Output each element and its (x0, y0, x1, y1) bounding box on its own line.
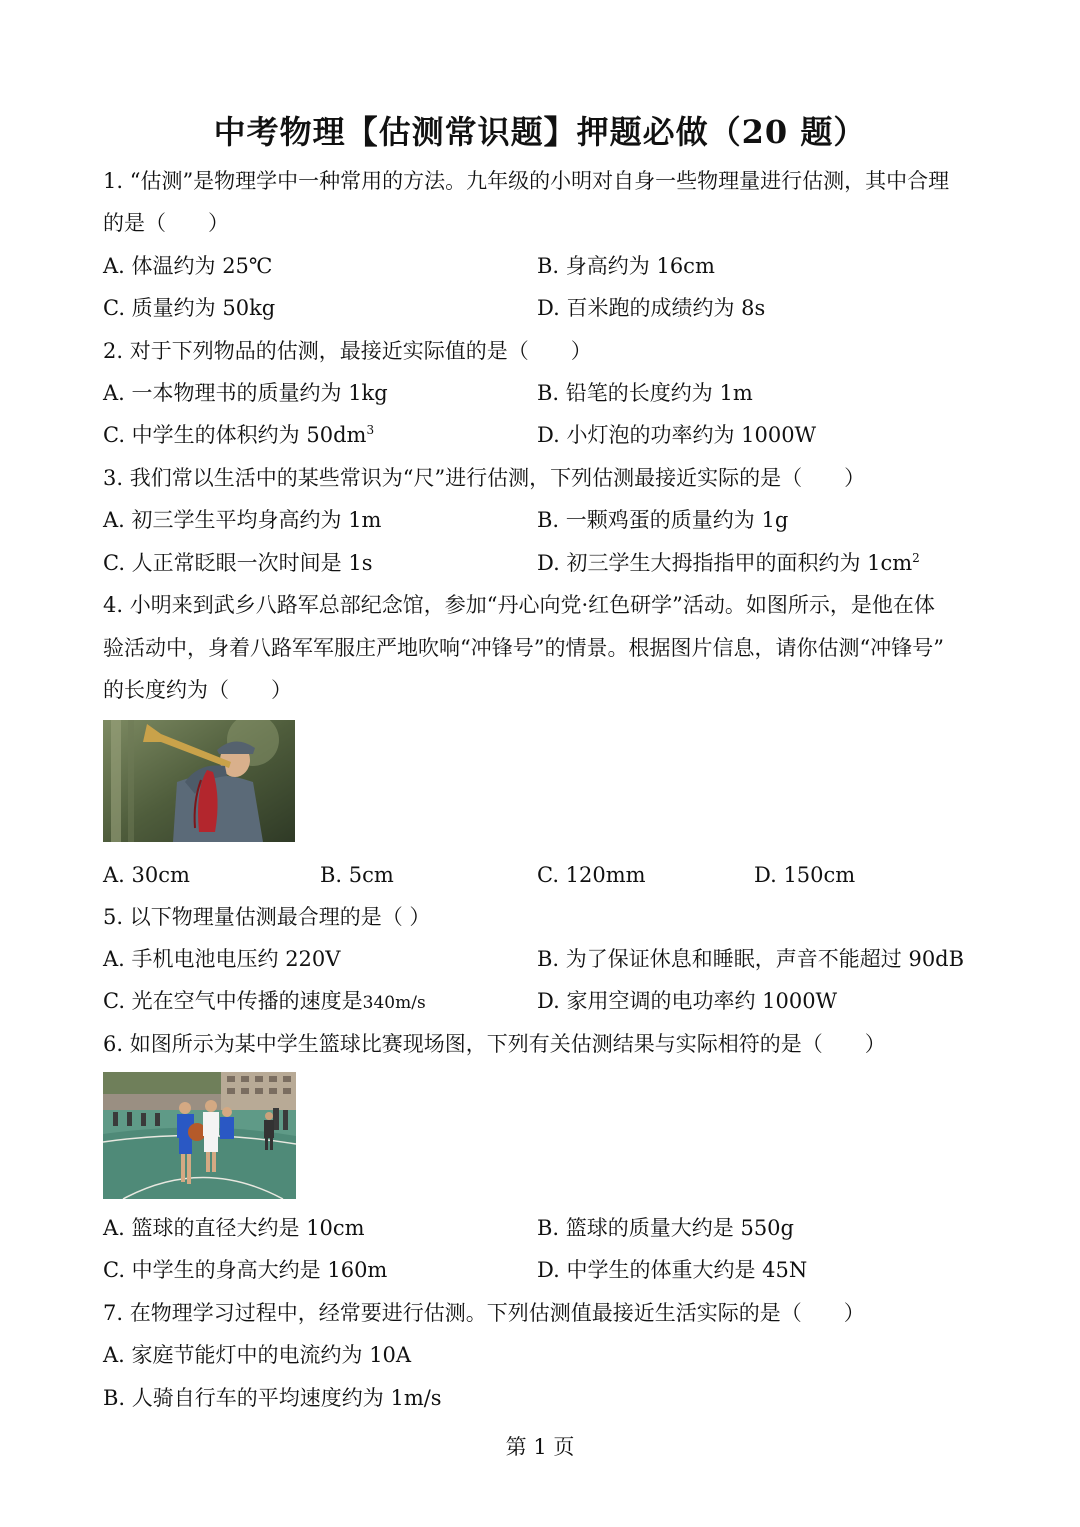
question-4-option-c: C. 120mm (537, 863, 646, 887)
question-7-option-a: A. 家庭节能灯中的电流约为 10A (103, 1343, 412, 1367)
question-1-options-row-2 (103, 287, 983, 329)
question-4-option-b: B. 5cm (320, 863, 394, 887)
question-6-option-d: D. 中学生的体重大约是 45N (537, 1258, 808, 1282)
question-4-stem-line-3: 的长度约为（ ） (103, 678, 292, 702)
question-5-option-b: B. 为了保证休息和睡眠，声音不能超过 90dB (537, 947, 965, 971)
question-1-option-a: A. 体温约为 25℃ (103, 254, 273, 278)
question-5-options-row-1 (103, 938, 983, 980)
question-4-stem-line-1: 4. 小明来到武乡八路军总部纪念馆，参加“丹心向党·红色研学”活动。如图所示，是他在体 (103, 593, 935, 617)
question-2-option-d: D. 小灯泡的功率约为 1000W (537, 423, 817, 447)
question-2-stem: 2. 对于下列物品的估测，最接近实际值的是（ ） (103, 339, 592, 363)
question-6-options-row-1 (103, 1207, 983, 1249)
question-3-option-c: C. 人正常眨眼一次时间是 1s (103, 551, 373, 575)
question-1-options-row-1 (103, 245, 983, 287)
basketball-game-photo (103, 1072, 296, 1199)
question-1-stem-line-2: 的是（ ） (103, 211, 229, 235)
basketball-game-illustration (103, 1072, 296, 1199)
question-6-options-row-2 (103, 1249, 983, 1291)
question-4-stem-line-2: 验活动中，身着八路军军服庄严地吹响“冲锋号”的情景。根据图片信息，请你估测“冲锋号” (103, 636, 944, 660)
question-2-option-c-exponent: 3 (366, 423, 375, 437)
question-7-option-b: B. 人骑自行车的平均速度约为 1m/s (103, 1386, 442, 1410)
question-5-stem: 5. 以下物理量估测最合理的是（ ） (103, 905, 431, 929)
question-6-option-c: C. 中学生的身高大约是 160m (103, 1258, 388, 1282)
question-3-option-a: A. 初三学生平均身高约为 1m (103, 508, 382, 532)
question-5-option-d: D. 家用空调的电功率约 1000W (537, 989, 838, 1013)
page-title: 中考物理【估测常识题】押题必做（20 题） (213, 113, 867, 151)
question-3-stem: 3. 我们常以生活中的某些常识为“尺”进行估测，下列估测最接近实际的是（ ） (103, 466, 866, 490)
question-2-option-c-text: C. 中学生的体积约为 50dm (103, 423, 367, 447)
question-5-option-c-value: 340m/s (362, 993, 426, 1013)
bugle-player-illustration (103, 720, 295, 842)
question-2-options-row-1 (103, 372, 983, 414)
question-6-option-b: B. 篮球的质量大约是 550g (537, 1216, 794, 1240)
question-3-option-d-text: D. 初三学生大拇指指甲的面积约为 1cm (537, 551, 913, 575)
question-1-option-d: D. 百米跑的成绩约为 8s (537, 296, 766, 320)
question-1-stem-line-1: 1. “估测”是物理学中一种常用的方法。九年级的小明对自身一些物理量进行估测，其中合理 (103, 169, 950, 193)
question-3-options-row-2 (103, 542, 983, 584)
question-4-option-a: A. 30cm (103, 863, 190, 887)
question-5-options-row-2 (103, 980, 983, 1022)
question-7-stem: 7. 在物理学习过程中，经常要进行估测。下列估测值最接近生活实际的是（ ） (103, 1301, 865, 1325)
question-5-option-c-text: C. 光在空气中传播的速度是 (103, 989, 363, 1013)
page-number: 第 1 页 (505, 1435, 575, 1459)
question-1-option-c: C. 质量约为 50kg (103, 296, 276, 320)
question-6-stem: 6. 如图所示为某中学生篮球比赛现场图，下列有关估测结果与实际相符的是（ ） (103, 1032, 886, 1056)
question-2-option-a: A. 一本物理书的质量约为 1kg (103, 381, 388, 405)
question-6-option-a: A. 篮球的直径大约是 10cm (103, 1216, 365, 1240)
question-5-option-a: A. 手机电池电压约 220V (103, 947, 341, 971)
bugle-player-photo (103, 720, 295, 842)
question-4-options-row (103, 854, 983, 896)
question-3-option-b: B. 一颗鸡蛋的质量约为 1g (537, 508, 789, 532)
question-3-options-row-1 (103, 499, 983, 541)
question-3-option-d (537, 542, 920, 584)
question-5-option-c (103, 980, 426, 1022)
question-3-option-d-exponent: 2 (912, 551, 920, 565)
question-4-option-d: D. 150cm (754, 863, 856, 887)
question-2-options-row-2 (103, 414, 983, 456)
question-2-option-b: B. 铅笔的长度约为 1m (537, 381, 753, 405)
question-1-option-b: B. 身高约为 16cm (537, 254, 715, 278)
question-2-option-c (103, 414, 374, 456)
